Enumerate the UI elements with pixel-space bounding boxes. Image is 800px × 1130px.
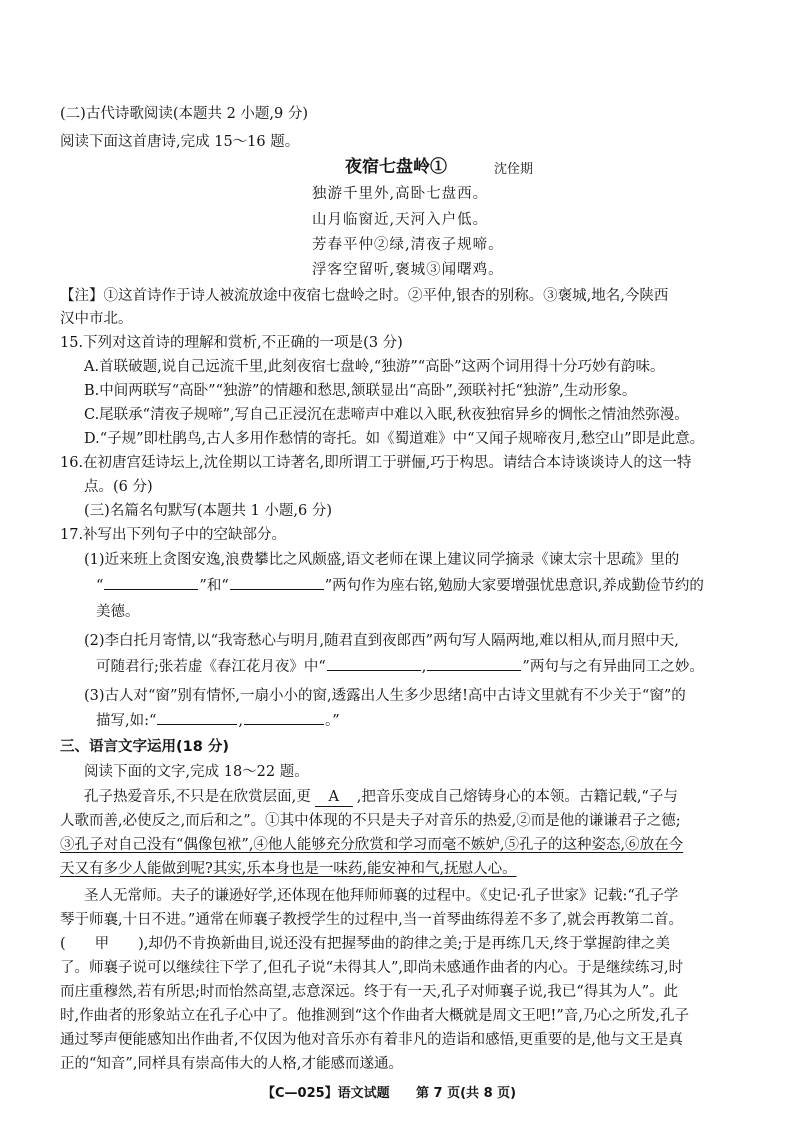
q17-item-1: (1)近来班上贪图安逸,浪费攀比之风颇盛,语文老师在课上建议同学摘录《谏太宗十思疏》里的 (84, 552, 680, 568)
q17-item-2: (2)李白托月寄情,以“我寄愁心与明月,随君直到夜郎西”两句写人隔两地,难以相从,而月照中天, (84, 633, 679, 649)
q17-stem: 17.补写出下列句子中的空缺部分。 (60, 527, 287, 543)
poetry-instruction: 阅读下面这首唐诗,完成 15～16 题。 (60, 134, 300, 150)
q16-stem: 16.在初唐宫廷诗坛上,沈佺期以工诗著名,即所谓工于骈俪,巧于构思。请结合本诗谈谈诗人的这一特 (60, 455, 692, 471)
q15-option-a: A.首联破题,说自己远流千里,此刻夜宿七盘岭,“独游”“高卧”这两个词用得十分巧妙有韵味。 (84, 359, 665, 375)
poem-note-cont: 汉中市北。 (60, 311, 133, 327)
poem-note: 【注】①这首诗作于诗人被流放途中夜宿七盘岭之时。②平仲,银杏的别称。③褒城,地名,今陕西 (60, 288, 669, 304)
answer-blank-2[interactable] (230, 588, 324, 590)
page-number: 第 7 页(共 8 页) (416, 1086, 517, 1101)
passage-p2-line-3: ( 甲 ),却仍不肯换新曲目,说还没有把握琴曲的韵律之美;于是再练几天,终于掌握韵律之美 (60, 936, 671, 952)
poem-line-1: 独游千里外,高卧七盘西。 (312, 186, 489, 202)
section-heading-dictation: (三)名篇名句默写(本题共 1 小题,6 分) (84, 503, 333, 519)
poem-title: 夜宿七盘岭① (345, 157, 447, 177)
passage-p1-line-3: ③孔子对自己没有“偶像包袱”,④他人能够充分欣赏和学习而毫不嫉妒,⑤孔子的这种姿态,⑥放在今 (60, 837, 684, 853)
q17-item-3: (3)古人对“窗”别有情怀,一扇小小的窗,透露出人生多少思绪!高中古诗文里就有不少关于“窗”的 (84, 688, 686, 704)
passage-blank-a[interactable]: A (315, 788, 353, 807)
poem-line-2: 山月临窗近,天河入户低。 (312, 212, 489, 228)
passage-p2-line-6: 时,作曲者的形象站立在孔子心中了。他推测到“这个作曲者大概就是周文王吧!”音,乃心之所发,孔子 (60, 1008, 689, 1024)
passage-p2-line-4: 了。师襄子说可以继续往下学了,但孔子说“未得其人”,即尚未感通作曲者的内心。于是继续练习,时 (60, 960, 684, 976)
answer-blank-1[interactable] (104, 588, 198, 590)
q17-item-2-blanks: 可随君行;张若虚《春江花月夜》中“ , ”两句与之有异曲同工之妙。 (96, 659, 704, 675)
passage-p2-line-8: 正的“知音”,同样具有崇高伟大的人格,才能感而遂通。 (60, 1056, 404, 1072)
poem-line-3: 芳春平仲②绿,清夜子规啼。 (312, 237, 504, 253)
passage-p1-line-1: 孔子热爱音乐,不只是在欣赏层面,更 A ,把音乐变成自己熔铸身心的本领。古籍记载,“子与 (84, 788, 678, 807)
answer-blank-5[interactable] (157, 723, 237, 725)
section-heading-poetry: (二)古代诗歌阅读(本题共 2 小题,9 分) (60, 106, 309, 122)
q17-item-1-blanks: “ ”和“ ”两句作为座右铭,勉励大家要增强忧患意识,养成勤俭节约的 (96, 578, 704, 594)
passage-p2-line-2: 琴于师襄,十日不进。”通常在师襄子教授学生的过程中,当一首琴曲练得差不多了,就会再教第二首。 (60, 912, 683, 928)
passage-p2-line-5: 而庄重穆然,若有所思;时而怡然高望,志意深远。终于有一天,孔子对师襄子说,我已“得其为人”。此 (60, 984, 679, 1000)
q17-item-3-blanks: 描写,如:“ , 。” (96, 713, 340, 729)
answer-blank-3[interactable] (327, 669, 421, 671)
answer-blank-4[interactable] (427, 669, 521, 671)
language-instruction: 阅读下面的文字,完成 18～22 题。 (84, 764, 309, 780)
q15-option-d: D.“子规”即杜鹃鸟,古人多用作愁情的寄托。如《蜀道难》中“又闻子规啼夜月,愁空山”即是此意。 (84, 431, 705, 447)
q15-stem: 15.下列对这首诗的理解和赏析,不正确的一项是(3 分) (60, 335, 403, 351)
poem-author: 沈佺期 (494, 162, 534, 177)
passage-p2-line-1: 圣人无常师。夫子的谦逊好学,还体现在他拜师师襄的过程中。《史记·孔子世家》记载:“孔子学 (84, 888, 679, 904)
paper-code: 【C—025】语文试题 (262, 1086, 390, 1101)
passage-p1-line-4: 天又有多少人能做到呢?其实,乐本身也是一味药,能安神和气,抚慰人心。 (60, 861, 517, 877)
poem-line-4: 浮客空留听,褒城③闻曙鸡。 (312, 262, 504, 278)
q16-stem-cont: 点。(6 分) (84, 479, 153, 495)
part-heading-language: 三、语言文字运用(18 分) (60, 739, 229, 755)
answer-blank-6[interactable] (244, 723, 324, 725)
q15-option-c: C.尾联承“清夜子规啼”,写自己正浸沉在悲啼声中难以入眠,秋夜独宿异乡的惆怅之情油然弥漫。 (84, 407, 689, 423)
passage-p2-line-7: 通过琴声便能感知出作曲者,不仅因为他对音乐亦有着非凡的造诣和感悟,更重要的是,他与文王是真 (60, 1032, 683, 1048)
q17-item-1-cont: 美德。 (96, 604, 140, 620)
q15-option-b: B.中间两联写“高卧”“独游”的情趣和愁思,颔联显出“高卧”,颈联衬托“独游”,生动形象。 (84, 383, 637, 399)
passage-p1-line-2: 人歌而善,必使反之,而后和之”。①其中体现的不只是夫子对音乐的热爱,②而是他的谦谦君子之德; (60, 813, 681, 829)
